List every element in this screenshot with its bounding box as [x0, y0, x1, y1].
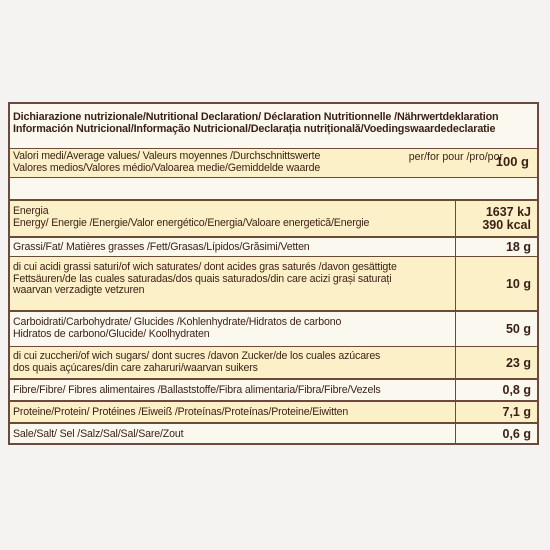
- nutrient-row-fibre: [10, 378, 537, 400]
- nutrient-row-sugars: [10, 346, 537, 378]
- nutrient-row-saturates: [10, 256, 537, 310]
- nutrient-row-salt: [10, 422, 537, 443]
- nutrient-value-fat: 18 g: [455, 238, 537, 256]
- nutrient-value-protein: 7,1 g: [455, 402, 537, 422]
- nutrient-value-energy: [455, 201, 537, 236]
- declaration-title: Dichiarazione nutrizionale/Nutritional Declaration/ Déclaration Nutritionnelle /Nährwertdeklaration Información Nutricional/Informação Nutricional/Declarația nutrițională/Voedingswaardedeclaratie: [13, 111, 499, 135]
- nutrient-label-saturates: di cui acidi grassi saturi/of wich saturates/ dont acides gras saturés /davon gesättigte Fettsäuren/de las cuales saturadas/dos quais saturados/din care acizi grași saturați waarvan verzadigte vetzuren: [13, 261, 397, 297]
- energy-kj: 1637 kJ: [485, 204, 531, 219]
- per-for-label: per/for pour /pro/por: [408, 151, 503, 163]
- nutrient-row-protein: [10, 400, 537, 422]
- nutrient-label-carbohydrate: Carboidrati/Carbohydrate/ Glucides /Kohlenhydrate/Hidratos de carbono Hidratos de carbono/Glucide/ Koolhydraten: [13, 316, 342, 340]
- nutrient-label-energy: Energia Energy/ Energie /Energie/Valor energético/Energia/Valoare energetică/Energie: [13, 205, 370, 229]
- average-values-label: Valori medi/Average values/ Valeurs moyennes /Durchschnittswerte Valores medios/Valores médio/Valoarea medie/Gemiddelde waarde: [13, 150, 321, 174]
- nutrient-value-saturates: 10 g: [455, 257, 537, 310]
- declaration-row: [10, 104, 537, 148]
- nutrient-label-fat: Grassi/Fat/ Matières grasses /Fett/Grasas/Lípidos/Grăsimi/Vetten: [13, 241, 310, 253]
- nutrient-label-salt: Sale/Salt/ Sel /Salz/Sal/Sal/Sare/Zout: [13, 428, 184, 440]
- nutrient-row-fat: [10, 236, 537, 256]
- nutrient-label-sugars: di cui zuccheri/of wich sugars/ dont sucres /davon Zucker/de los cuales azúcares dos quais açúcares/din care zaharuri/waarvan suikers: [13, 350, 381, 374]
- nutrient-row-carbohydrate: [10, 310, 537, 346]
- quantity-label: 100 g: [495, 154, 529, 169]
- nutrition-label: [8, 102, 539, 445]
- nutrient-row-energy: [10, 199, 537, 236]
- nutrient-value-fibre: 0,8 g: [455, 380, 537, 400]
- energy-kcal: 390 kcal: [482, 217, 531, 232]
- nutrient-label-fibre: Fibre/Fibre/ Fibres alimentaires /Ballaststoffe/Fibra alimentaria/Fibra/Fibre/Vezels: [13, 384, 381, 396]
- nutrient-label-protein: Proteine/Protein/ Protéines /Eiweiß /Proteínas/Proteínas/Proteine/Eiwitten: [13, 406, 349, 418]
- spacer-row: [10, 177, 537, 199]
- nutrient-value-salt: 0,6 g: [455, 424, 537, 443]
- nutrient-value-sugars: 23 g: [455, 347, 537, 378]
- nutrient-value-carbohydrate: 50 g: [455, 312, 537, 346]
- average-values-row: [10, 148, 537, 177]
